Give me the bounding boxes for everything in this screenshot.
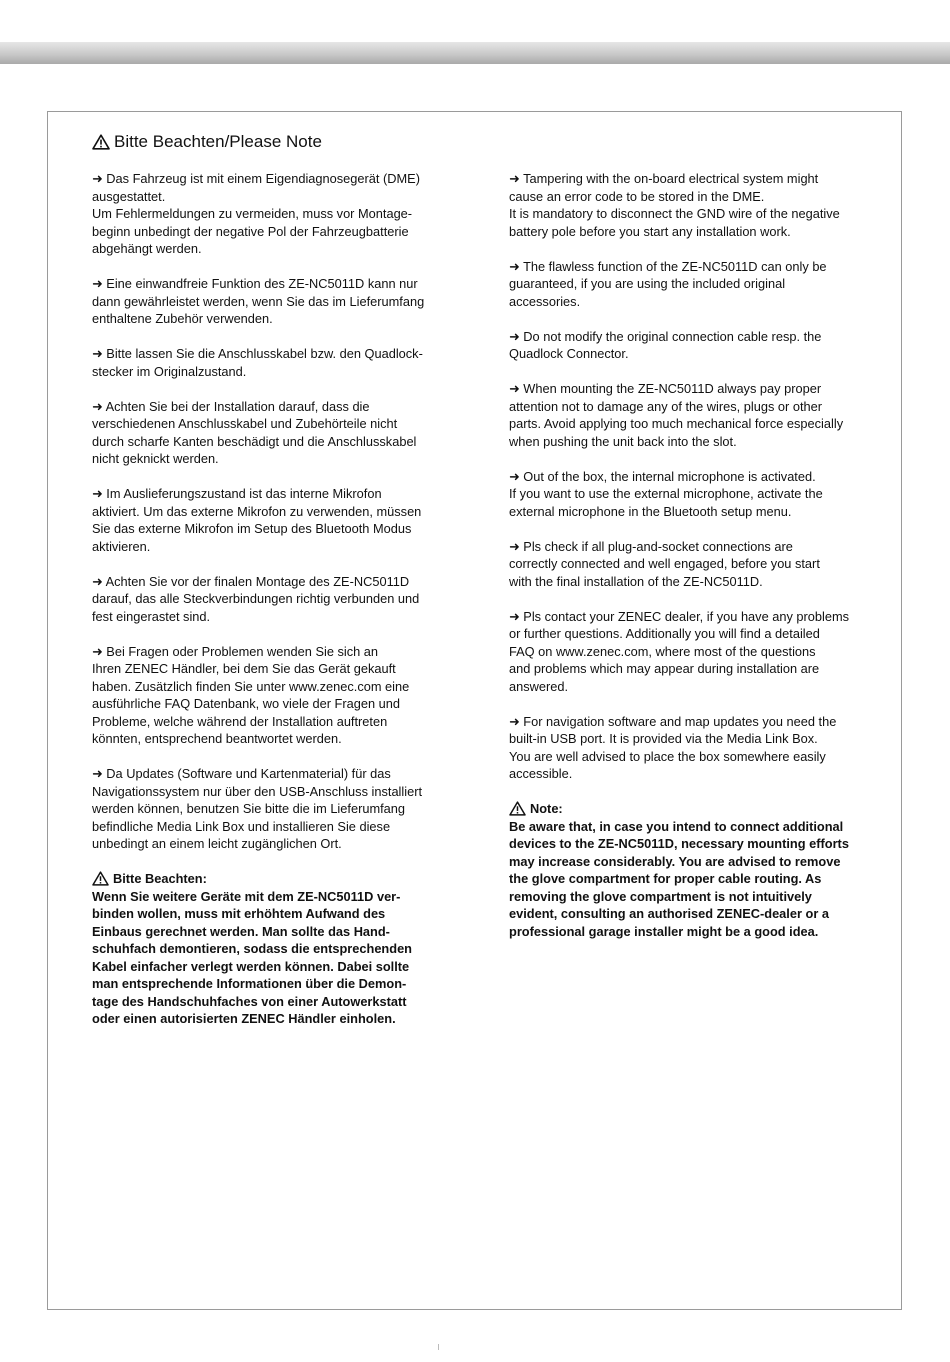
note-line: may increase considerably. You are advised to remove [509,853,841,869]
paragraph-line [92,713,437,731]
paragraph-line-text: Da Updates (Software und Kartenmaterial) für das [106,766,391,781]
paragraph-line-text: with the final installation of the ZE-NC5011D. [509,573,763,589]
paragraph-line-text: Achten Sie vor der finalen Montage des ZE-NC5011D [105,573,410,589]
paragraph-line [509,223,869,241]
instruction-paragraph [92,170,437,258]
top-header-band [0,42,950,64]
paragraph-line [92,433,437,451]
paragraph-line-text: Ihren ZENEC Händler, bei dem Sie das Gerät gekauft [92,661,396,676]
paragraph-line-text: Do not modify the original connection cable resp. the [523,328,822,344]
paragraph-line-text: unbedingt an einem leicht zugänglichen Ort. [92,836,342,851]
note-title: Note: [530,801,563,816]
paragraph-line [92,450,437,468]
note-line: binden wollen, muss mit erhöhtem Aufwand des [92,906,386,921]
paragraph-line-text: It is mandatory to disconnect the GND wire of the negative [509,206,840,221]
instruction-paragraph [92,765,437,853]
paragraph-line-text: Eine einwandfreie Funktion des ZE-NC5011D kann nur [106,276,418,291]
paragraph-line [509,380,869,398]
paragraph-line-text: könnten, entsprechend beantwortet werden. [92,731,342,746]
arrow-icon: ➜ [509,713,520,729]
paragraph-line-text: Im Auslieferungszustand ist das interne Mikrofon [106,486,382,501]
instruction-paragraph [509,258,869,311]
arrow-icon: ➜ [92,766,103,781]
page-title-text: Bitte Beachten/Please Note [114,132,322,151]
arrow-icon: ➜ [92,398,103,414]
paragraph-line-text: stecker im Originalzustand. [92,363,247,379]
paragraph-line-text: Um Fehlermeldungen zu vermeiden, muss vor Montage- [92,206,413,221]
paragraph-line-text: Probleme, welche während der Installation auftreten [92,713,388,729]
paragraph-line [509,503,869,521]
instruction-paragraph [92,275,437,328]
note-line: oder einen autorisierten ZENEC Händler einholen. [92,1011,396,1026]
arrow-icon: ➜ [509,328,520,344]
arrow-icon: ➜ [509,381,520,396]
paragraph-line-text: fest eingerastet sind. [92,608,211,624]
paragraph-line-text: Navigationssystem nur über den USB-Anschluss installiert [92,783,423,799]
paragraph-line [509,660,869,678]
paragraph-line-text: external microphone in the Bluetooth setup menu. [509,503,792,519]
instruction-paragraph [509,468,869,521]
paragraph-line-text: or further questions. Additionally you will find a detailed [509,626,820,641]
note-line: professional garage installer might be a good idea. [509,923,819,939]
paragraph-line-text: battery pole before you start any installation work. [509,223,791,239]
warning-note [92,870,437,1028]
note-line: removing the glove compartment is not intuitively [509,888,812,904]
arrow-icon: ➜ [509,538,520,554]
paragraph-line [509,765,869,783]
arrow-icon: ➜ [92,643,103,659]
instruction-paragraph [509,608,869,696]
paragraph-line-text: Das Fahrzeug ist mit einem Eigendiagnosegerät (DME) [106,171,420,186]
paragraph-line [92,660,437,678]
arrow-icon: ➜ [509,171,520,186]
paragraph-line-text: guaranteed, if you are using the included original [509,276,786,291]
paragraph-line [509,275,869,293]
paragraph-line [509,328,869,346]
paragraph-line-text: attention not to damage any of the wires, plugs or other [509,398,823,414]
paragraph-line [92,538,437,556]
warning-triangle-icon [92,134,110,150]
paragraph-line [92,345,437,363]
paragraph-line [92,643,437,661]
paragraph-line-text: Tampering with the on-board electrical system might [523,171,819,186]
paragraph-line-text: durch scharfe Kanten beschädigt und die Anschlusskabel [92,433,417,449]
paragraph-line-text: Sie das externe Mikrofon im Setup des Bluetooth Modus [92,521,412,536]
paragraph-line-text: and problems which may appear during installation are [509,661,820,676]
instruction-paragraph [92,573,437,626]
paragraph-line [509,748,869,766]
paragraph-line-text: darauf, das alle Steckverbindungen richtig verbunden und [92,591,420,606]
paragraph-line-text: Pls contact your ZENEC dealer, if you have any problems [523,608,850,624]
paragraph-line-text: werden können, benutzen Sie bitte die im Lieferumfang [92,801,406,816]
paragraph-line-text: Quadlock Connector. [509,346,629,361]
paragraph-line-text: ausgestattet. [92,188,166,204]
paragraph-line-text: accessible. [509,766,573,781]
page-footer-mark [438,1344,439,1350]
paragraph-line [92,783,437,801]
paragraph-line [92,188,437,206]
paragraph-line-text: correctly connected and well engaged, before you start [509,556,820,571]
paragraph-line [92,363,437,381]
arrow-icon: ➜ [509,468,520,484]
paragraph-line [92,398,437,416]
paragraph-line [509,608,869,626]
paragraph-line [509,555,869,573]
paragraph-line [92,503,437,521]
paragraph-line-text: Out of the box, the internal microphone is activated. [523,468,816,484]
paragraph-line-text: when pushing the unit back into the slot. [509,433,737,449]
note-line: Kabel einfacher verlegt werden können. Dabei sollte [92,958,410,974]
instruction-paragraph [509,328,869,363]
paragraph-line-text: beginn unbedingt der negative Pol der Fahrzeugbatterie [92,223,409,239]
paragraph-line [509,730,869,748]
paragraph-line [92,835,437,853]
paragraph-line-text: aktiviert. Um das externe Mikrofon zu verwenden, müssen [92,503,422,519]
paragraph-line [509,573,869,591]
warning-triangle-icon [92,871,109,886]
paragraph-line-text: haben. Zusätzlich finden Sie unter www.zenec.com eine [92,678,410,694]
arrow-icon: ➜ [509,258,520,274]
paragraph-line [92,520,437,538]
instruction-paragraph [92,485,437,555]
note-title-line [509,800,869,818]
paragraph-line [509,170,869,188]
paragraph-line-text: befindliche Media Link Box und installieren Sie diese [92,818,391,834]
paragraph-line [509,625,869,643]
paragraph-line [92,590,437,608]
paragraph-line [92,695,437,713]
instruction-paragraph [509,170,869,240]
paragraph-line [92,730,437,748]
paragraph-line-text: FAQ on www.zenec.com, where most of the questions [509,643,816,659]
paragraph-line [509,293,869,311]
arrow-icon: ➜ [92,171,103,186]
instruction-paragraph [509,380,869,450]
paragraph-line [509,468,869,486]
paragraph-line [92,678,437,696]
paragraph-line [92,205,437,223]
note-line: evident, consulting an authorised ZENEC-dealer or a [509,906,829,921]
note-line: Be aware that, in case you intend to connect additional [509,818,844,834]
paragraph-line [509,713,869,731]
paragraph-line-text: You are well advised to place the box somewhere easily [509,748,826,764]
page-title [92,131,322,153]
paragraph-line [92,573,437,591]
paragraph-line [92,223,437,241]
paragraph-line [509,433,869,451]
paragraph-line [509,538,869,556]
paragraph-line-text: The flawless function of the ZE-NC5011D can only be [523,258,827,274]
paragraph-line-text: For navigation software and map updates you need the [523,713,837,729]
paragraph-line [509,485,869,503]
warning-note [509,800,869,940]
note-line: the glove compartment for proper cable routing. As [509,871,822,886]
paragraph-line-text: When mounting the ZE-NC5011D always pay proper [523,381,822,396]
note-line: Wenn Sie weitere Geräte mit dem ZE-NC5011D ver- [92,888,401,904]
paragraph-line [92,310,437,328]
paragraph-line [92,818,437,836]
arrow-icon: ➜ [509,608,520,624]
instruction-paragraph [509,538,869,591]
arrow-icon: ➜ [92,486,103,501]
paragraph-line [509,678,869,696]
paragraph-line-text: accessories. [509,293,581,309]
paragraph-line [92,608,437,626]
paragraph-line-text: enthaltene Zubehör verwenden. [92,311,273,326]
arrow-icon: ➜ [92,573,103,589]
paragraph-line-text: ausführliche FAQ Datenbank, wo viele der Fragen und [92,696,401,711]
paragraph-line [509,258,869,276]
instruction-paragraph [509,713,869,783]
paragraph-line-text: If you want to use the external microphone, activate the [509,486,823,501]
paragraph-line [92,275,437,293]
paragraph-line [92,170,437,188]
paragraph-line [92,485,437,503]
paragraph-line-text: dann gewährleistet werden, wenn Sie das im Lieferumfang [92,293,425,309]
arrow-icon: ➜ [92,346,103,361]
paragraph-line-text: Bei Fragen oder Problemen wenden Sie sich an [106,643,379,659]
note-line: Einbaus gerechnet werden. Man sollte das Hand- [92,923,390,939]
note-line: man entsprechende Informationen über die Demon- [92,976,407,991]
paragraph-line [509,415,869,433]
paragraph-line [92,765,437,783]
paragraph-line-text: Achten Sie bei der Installation darauf, dass die [105,398,370,414]
note-line: devices to the ZE-NC5011D, necessary mounting efforts [509,836,849,851]
paragraph-line [509,345,869,363]
instruction-paragraph [92,345,437,380]
paragraph-line-text: aktivieren. [92,538,151,554]
paragraph-line [509,188,869,206]
english-column [509,170,869,940]
paragraph-line [509,398,869,416]
note-line: schuhfach demontieren, sodass die entsprechenden [92,941,413,956]
note-line: tage des Handschuhfaches von einer Autowerkstatt [92,993,407,1009]
paragraph-line [509,205,869,223]
paragraph-line-text: parts. Avoid applying too much mechanical force especially [509,416,844,431]
german-column [92,170,437,1028]
paragraph-line [92,293,437,311]
warning-triangle-icon [509,801,526,816]
paragraph-line-text: cause an error code to be stored in the DME. [509,188,765,204]
paragraph-line [92,415,437,433]
paragraph-line-text: Bitte lassen Sie die Anschlusskabel bzw. den Quadlock- [106,346,423,361]
note-title: Bitte Beachten: [113,871,207,886]
instruction-paragraph [92,643,437,748]
paragraph-line [92,800,437,818]
arrow-icon: ➜ [92,276,103,291]
paragraph-line [92,240,437,258]
instruction-paragraph [92,398,437,468]
paragraph-line-text: Pls check if all plug-and-socket connections are [523,538,793,554]
paragraph-line-text: nicht geknickt werden. [92,451,219,466]
paragraph-line [509,643,869,661]
paragraph-line-text: built-in USB port. It is provided via the Media Link Box. [509,731,818,746]
paragraph-line-text: answered. [509,678,569,694]
paragraph-line-text: verschiedenen Anschlusskabel und Zubehörteile nicht [92,416,398,431]
note-title-line [92,870,437,888]
paragraph-line-text: abgehängt werden. [92,241,202,256]
